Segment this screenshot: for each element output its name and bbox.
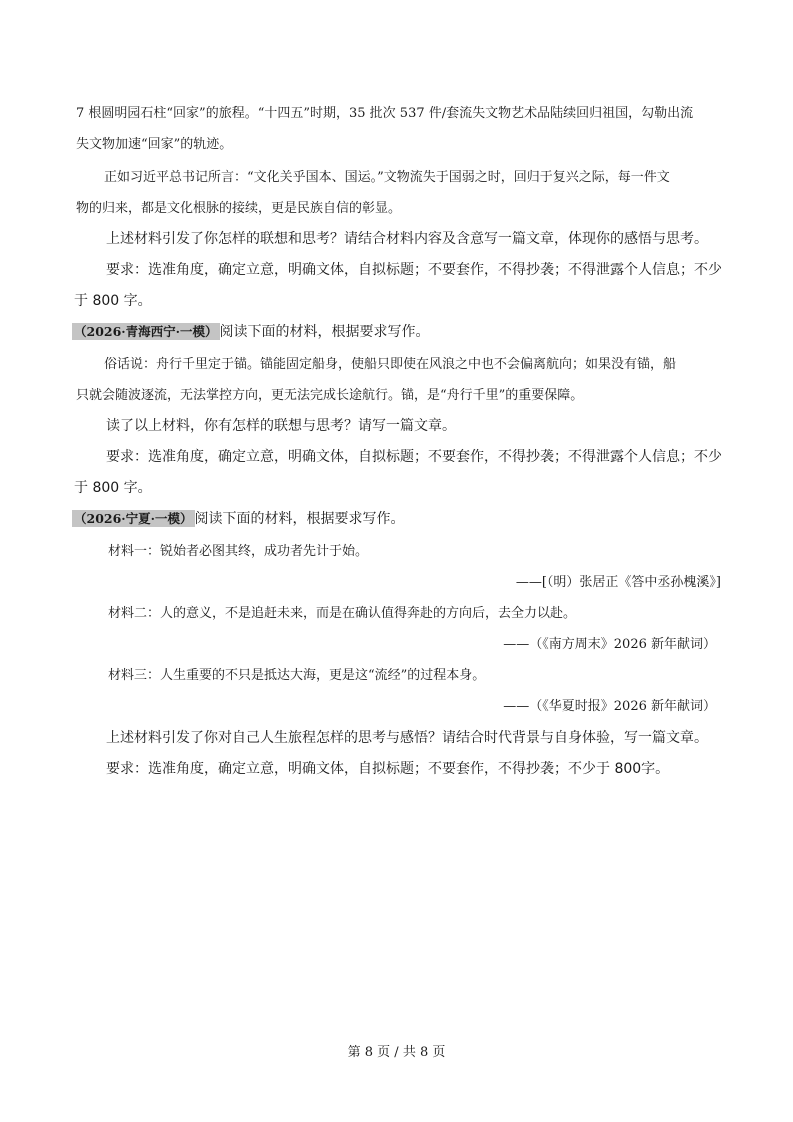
question-3-source-tag: （2026·宁夏·一模） [74,511,193,526]
question-3-material-2-source: ——（《南方周末》2026 新年献词） [503,637,716,652]
material-1-prompt: 上述材料引发了你怎样的联想和思考？请结合材料内容及含意写一篇文章，体现你的感悟与思考。 [106,231,708,247]
question-3-prompt: 上述材料引发了你对自己人生旅程怎样的思考与感悟？请结合时代背景与自身体验，写一篇文章。 [106,730,708,746]
material-1-para-2-line-2: 物的归来，都是文化根脉的接续，更是民族自信的彰显。 [76,201,402,216]
question-2-requirement-line-2: 于 800 字。 [74,480,152,496]
question-3-material-3-source: ——（《华夏时报》2026 新年献词） [503,699,716,714]
material-1-para-2-line-1: 正如习近平总书记所言：“文化关乎国本、国运。”文物流失于国弱之时，回归于复兴之际，每一件文 [104,170,670,185]
material-1-requirement-line-1: 要求：选准角度，确定立意，明确文体，自拟标题；不要套作，不得抄袭；不得泄露个人信息；不少 [106,262,722,278]
question-2-header [0,321,793,341]
question-2-instruction: 阅读下面的材料，根据要求写作。 [219,324,430,340]
question-3-material-3: 材料三：人生重要的不只是抵达大海，更是这“流经”的过程本身。 [108,668,486,683]
material-1-para-1-line-2: 失文物加速“回家”的轨迹。 [76,137,233,152]
question-2-requirement-line-1: 要求：选准角度，确定立意，明确文体，自拟标题；不要套作，不得抄袭；不得泄露个人信息；不少 [106,449,722,465]
question-3-material-2: 材料二：人的意义，不是追赶未来，而是在确认值得奔赴的方向后，去全力以赴。 [108,606,577,621]
page-footer: 第 8 页 / 共 8 页 [347,1045,446,1060]
material-1-requirement-line-2: 于 800 字。 [74,293,152,309]
question-3-instruction: 阅读下面的材料，根据要求写作。 [194,511,405,527]
question-3-header [0,508,793,528]
question-3-requirement: 要求：选准角度，确定立意，明确文体，自拟标题；不要套作，不得抄袭；不少于 800字。 [106,761,670,777]
question-2-material-line-2: 只就会随波逐流，无法掌控方向，更无法完成长途航行。锚，是“舟行千里”的重要保障。 [76,388,584,403]
question-2-prompt: 读了以上材料，你有怎样的联想与思考？请写一篇文章。 [106,418,456,434]
question-3-material-1-source: ——[（明）张居正《答中丞孙槐溪》] [515,575,721,590]
question-2-material-line-1: 俗话说：舟行千里定于锚。锚能固定船身，使船只即使在风浪之中也不会偏离航向；如果没有锚，船 [104,357,677,372]
question-3-material-1: 材料一：锐始者必图其终，成功者先计于始。 [108,544,369,559]
material-1-para-1-line-1: 7 根圆明园石柱“回家”的旅程。“十四五”时期，35 批次 537 件/套流失文物艺术品陆续回归祖国，勾勒出流 [76,106,694,121]
question-2-source-tag: （2026·青海西宁·一模） [74,324,218,339]
